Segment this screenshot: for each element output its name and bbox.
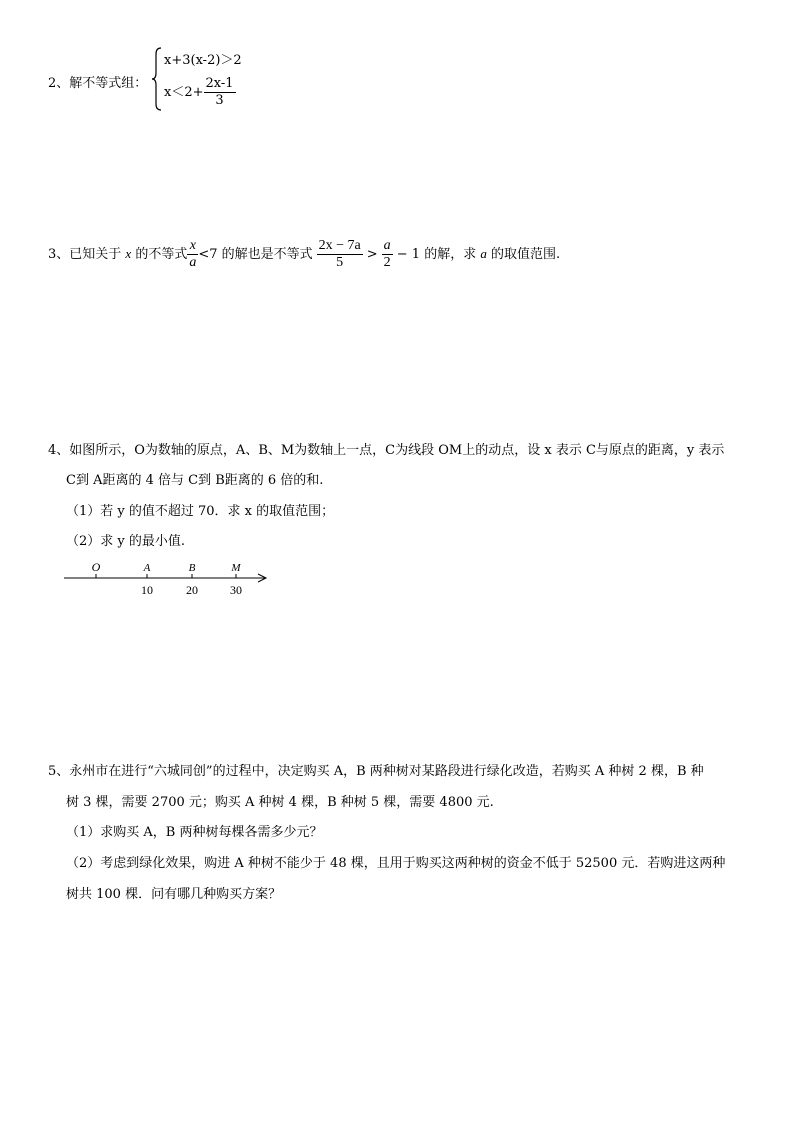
q3-var-a: a xyxy=(480,246,487,261)
q3-fraction-a-over-2 xyxy=(382,238,393,271)
q3-frac2-num: 2x − 7a xyxy=(318,238,361,253)
q3-fraction-x-over-a xyxy=(187,238,198,271)
number-line xyxy=(60,558,275,602)
q3-text-5: 的取值范围. xyxy=(486,247,561,262)
q3-frac3-den: 2 xyxy=(383,255,391,270)
point-label-b: B xyxy=(188,562,196,574)
q2-fraction-numerator: 2x-1 xyxy=(205,76,234,91)
point-label-a: A xyxy=(143,562,151,574)
q2-fraction-denominator: 3 xyxy=(204,92,236,109)
q3-fraction-2x-7a-over-5 xyxy=(317,238,363,271)
q3-text-1: 3、已知关于 xyxy=(48,247,126,262)
point-label-m: M xyxy=(231,562,241,574)
q3-var-x: x xyxy=(125,246,132,261)
q4-subquestion-2: （2）求 y 的最小值. xyxy=(66,534,186,549)
tick-label-10: 10 xyxy=(141,583,153,597)
q5-line-2: 树 3 棵，需要 2700 元；购买 A 种树 4 棵，B 种树 5 棵，需要 4800 元. xyxy=(66,795,494,810)
q4-subquestion-1: （1）若 y 的值不超过 70．求 x 的取值范围； xyxy=(66,504,335,519)
q4-line-2: C到 A距离的 4 倍与 C到 B距离的 6 倍的和. xyxy=(66,473,324,488)
q3-frac1-num: x xyxy=(189,238,196,253)
question-3 xyxy=(48,238,560,271)
tick-label-30: 30 xyxy=(230,583,242,597)
q5-subquestion-2: （2）考虑到绿化效果，购进 A 种树不能少于 48 棵，且用于购买这两种树的资金不低于 52500 元．若购进这两种 xyxy=(66,856,726,871)
q2-inequality-2 xyxy=(164,76,236,109)
system-brace xyxy=(151,46,163,112)
q5-line-1: 5、永州市在进行“六城同创”的过程中，决定购买 A，B 两种树对某路段进行绿化改造，若购买 A 种树 2 棵，B 种 xyxy=(48,764,704,779)
q3-frac3-num: a xyxy=(383,238,391,253)
q2-inequality-1: x+3(x-2)＞2 xyxy=(164,53,242,68)
q2-fraction xyxy=(204,76,236,109)
q3-text-3: <7 的解也是不等式 xyxy=(198,247,313,262)
q5-subquestion-2-continued: 树共 100 棵．问有哪几种购买方案？ xyxy=(66,887,282,902)
q2-ineq2-prefix: x＜2+ xyxy=(164,85,204,100)
q5-subquestion-1: （1）求购买 A，B 两种树每棵各需多少元？ xyxy=(66,825,323,840)
q2-label: 2、解不等式组： xyxy=(48,76,148,91)
point-label-o: O xyxy=(91,560,101,574)
q3-frac1-den: a xyxy=(189,255,197,270)
tick-label-20: 20 xyxy=(186,583,198,597)
q3-text-4: − 1 的解，求 xyxy=(392,247,481,262)
q4-line-1: 4、如图所示，O为数轴的原点，A、B、M为数轴上一点，C为线段 OM上的动点，设 x 表示 C与原点的距离，y 表示 xyxy=(48,443,725,458)
q3-text-2: 的不等式 xyxy=(131,247,188,262)
q3-gt: > xyxy=(366,247,378,262)
q3-frac2-den: 5 xyxy=(317,254,363,271)
